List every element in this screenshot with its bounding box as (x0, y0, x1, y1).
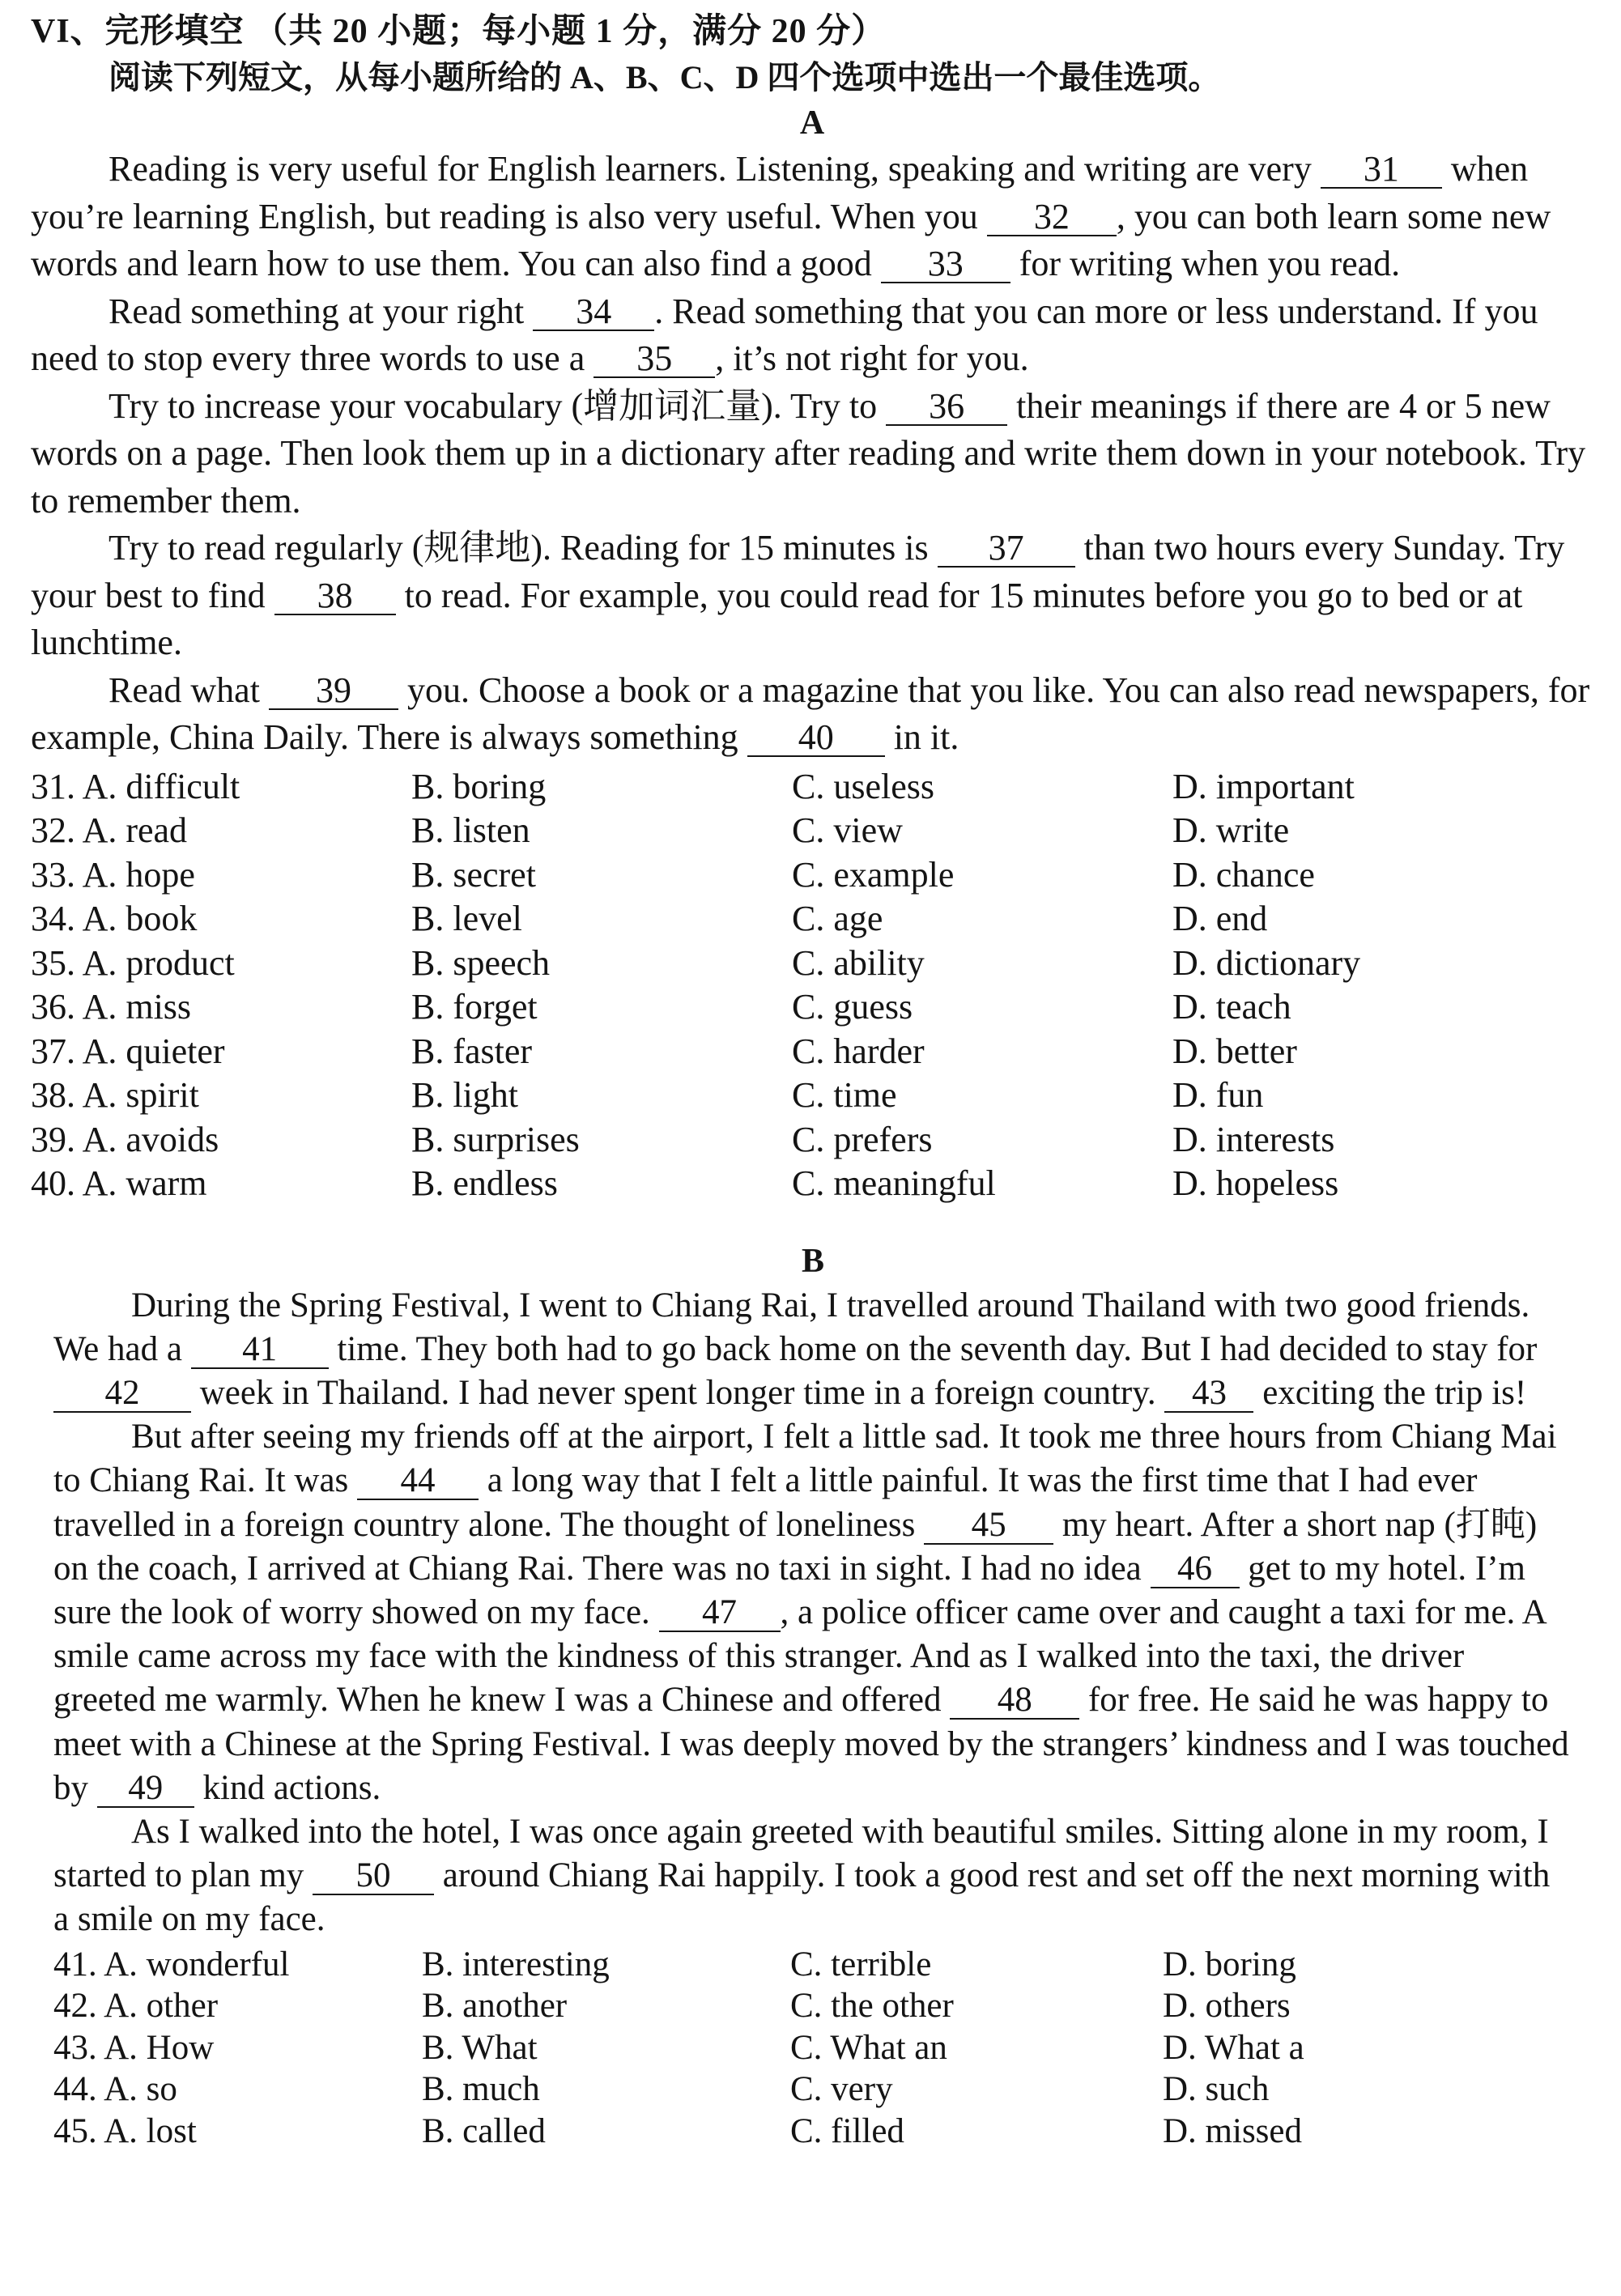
passage-text: a long way that I felt a little painful. It was the first time that I had ever travelled in a foreign country alone. The thought of loneliness (53, 1461, 1478, 1544)
blank-33: 33 (881, 246, 1010, 283)
option-a: 40. A. warm (31, 1163, 207, 1203)
passage-b (31, 1239, 1593, 2153)
option-a: 34. A. book (31, 899, 198, 938)
passage-text: Reading is very useful for English learners. Listening, speaking and writing are very (108, 149, 1321, 189)
blank-49: 49 (97, 1771, 194, 1808)
paragraph (31, 383, 1593, 525)
passage-text: around Chiang Rai happily. I took a good rest and set off the next morning with a smile on my face. (53, 1856, 1551, 1939)
option-b: B. boring (411, 766, 547, 806)
option-row (53, 1985, 1572, 2027)
paragraph (31, 146, 1593, 288)
option-b: B. light (411, 1075, 519, 1115)
passage-text: exciting the trip is! (1253, 1373, 1527, 1412)
exam-page (31, 8, 1593, 2152)
option-c: C. What an (790, 2028, 947, 2067)
option-row (31, 1074, 1593, 1118)
blank-41: 41 (191, 1332, 329, 1369)
option-c: C. harder (792, 1031, 925, 1071)
passage-text: Try to read regularly (规律地). Reading for 15 minutes is (108, 528, 938, 568)
instruction-text: 阅读下列短文，从每小题所给的 A、B、C、D 四个选项中选出一个最佳选项。 (108, 59, 1221, 96)
paragraph (31, 288, 1593, 383)
option-row (31, 985, 1593, 1030)
paragraph (31, 667, 1593, 762)
option-c: C. useless (792, 766, 934, 806)
blank-46: 46 (1151, 1551, 1240, 1588)
passage-text: Try to increase your vocabulary (增加词汇量). Try to (108, 385, 887, 426)
blank-32: 32 (987, 199, 1117, 236)
option-b: B. speech (411, 942, 551, 983)
option-c: C. view (792, 810, 903, 850)
passage-text: , a police officer came over and caught a taxi for me. A smile came across my face with the kindness of this stranger. And as I walked into the taxi, the driver greeted me warmly. When he knew I was a Chinese and offered (53, 1592, 1546, 1720)
option-d: D. fun (1172, 1075, 1264, 1115)
passage-text: for writing when you read. (1010, 244, 1401, 283)
blank-47: 47 (659, 1595, 781, 1632)
option-c: C. ability (792, 942, 925, 983)
passage-text: . Read something that you can more or less understand. If you need to stop every three words to use a (31, 291, 1538, 378)
option-d: D. hopeless (1172, 1163, 1339, 1203)
option-row (31, 1030, 1593, 1074)
blank-48: 48 (950, 1682, 1079, 1720)
option-d: D. end (1172, 899, 1268, 938)
option-b: B. interesting (422, 1945, 610, 1983)
option-c: C. terrible (790, 1945, 932, 1983)
option-row (31, 942, 1593, 986)
option-row (31, 809, 1593, 853)
blank-35: 35 (594, 341, 715, 378)
passage-text: when you’re learning English, but reading is also very useful. When you (31, 149, 1529, 236)
option-row (31, 853, 1593, 898)
option-d: D. others (1163, 1987, 1291, 2026)
option-b: B. another (422, 1987, 568, 2026)
options-a (31, 765, 1593, 1206)
option-d: D. What a (1163, 2028, 1304, 2067)
blank-42: 42 (53, 1375, 191, 1413)
option-a: 31. A. difficult (31, 766, 240, 806)
section-gap (31, 1206, 1593, 1239)
option-c: C. example (792, 854, 955, 895)
passage-text: you. Choose a book or a magazine that you like. You can also read newspapers, for example, China Daily. There is always something (31, 670, 1590, 757)
option-a: 44. A. so (53, 2070, 177, 2109)
paragraph (53, 1284, 1572, 1416)
option-a: 36. A. miss (31, 987, 192, 1027)
option-a: 42. A. other (53, 1987, 219, 2026)
passage-text: get to my hotel. I’m sure the look of worry showed on my face. (53, 1549, 1525, 1631)
passage-a (31, 100, 1593, 1206)
option-d: D. better (1172, 1031, 1297, 1071)
option-row (31, 1118, 1593, 1163)
passage-text: time. They both had to go back home on the seventh day. But I had decided to stay for (328, 1329, 1538, 1368)
option-d: D. boring (1163, 1945, 1296, 1983)
passage-text: During the Spring Festival, I went to Chiang Rai, I travelled around Thailand with two good friends. We had a (53, 1286, 1530, 1368)
option-c: C. the other (790, 1987, 954, 2026)
option-row (53, 2069, 1572, 2111)
passage-text: As I walked into the hotel, I was once again greeted with beautiful smiles. Sitting alone in my room, I started to plan my (53, 1812, 1549, 1895)
passage-text: , it’s not right for you. (715, 338, 1029, 378)
option-b: B. surprises (411, 1119, 580, 1159)
blank-37: 37 (938, 530, 1075, 568)
blank-38: 38 (274, 578, 396, 615)
option-b: B. faster (411, 1031, 533, 1071)
passage-text: But after seeing my friends off at the airport, I felt a little sad. It took me three hours from Chiang Mai to Chiang Rai. It was (53, 1418, 1557, 1500)
passage-text: to read. For example, you could read for 15 minutes before you go to bed or at lunchtime. (31, 575, 1523, 662)
blank-34: 34 (533, 294, 654, 331)
passage-label-a: A (799, 104, 825, 142)
option-a: 45. A. lost (53, 2111, 197, 2150)
option-row (31, 765, 1593, 810)
blank-44: 44 (357, 1463, 479, 1500)
paragraph (31, 525, 1593, 667)
option-d: D. dictionary (1172, 942, 1361, 983)
passage-text: their meanings if there are 4 or 5 new words on a page. Then look them up in a dictionary after reading and write them down in your notebook. Try to remember them. (31, 385, 1586, 521)
option-c: C. prefers (792, 1119, 933, 1159)
option-a: 35. A. product (31, 942, 235, 983)
option-a: 37. A. quieter (31, 1031, 225, 1071)
option-c: C. very (790, 2070, 893, 2109)
option-c: C. guess (792, 987, 913, 1027)
option-a: 39. A. avoids (31, 1119, 219, 1159)
options-b (53, 1944, 1572, 2153)
option-c: C. filled (790, 2111, 904, 2150)
option-b: B. forget (411, 987, 538, 1027)
option-row (53, 2111, 1572, 2153)
option-b: B. secret (411, 854, 536, 895)
passage-text: in it. (884, 717, 959, 757)
blank-40: 40 (747, 720, 885, 757)
blank-36: 36 (886, 389, 1007, 426)
passage-text: for free. He said he was happy to meet with a Chinese at the Spring Festival. I was deeply moved by the strangers’ kindness and I was touched by (53, 1681, 1569, 1807)
passage-text: Read what (108, 670, 269, 710)
option-d: D. such (1163, 2070, 1270, 2109)
passage-text: week in Thailand. I had never spent longer time in a foreign country. (191, 1373, 1165, 1412)
option-c: C. meaningful (792, 1163, 996, 1203)
blank-39: 39 (269, 673, 398, 710)
option-row (31, 897, 1593, 942)
option-c: C. time (792, 1075, 897, 1115)
option-b: B. much (422, 2070, 540, 2109)
option-d: D. important (1172, 766, 1355, 806)
option-b: B. What (422, 2028, 538, 2067)
section-title: VI、完形填空 （共 20 小题；每小题 1 分，满分 20 分） (31, 13, 887, 50)
blank-45: 45 (924, 1507, 1053, 1545)
option-b: B. called (422, 2111, 546, 2150)
passage-text: than two hours every Sunday. Try your best to find (31, 528, 1565, 615)
option-a: 33. A. hope (31, 854, 195, 895)
option-b: B. listen (411, 810, 530, 850)
option-d: D. teach (1172, 987, 1291, 1027)
option-d: D. missed (1163, 2111, 1302, 2150)
option-a: 41. A. wonderful (53, 1945, 290, 1983)
blank-31: 31 (1321, 151, 1442, 189)
passage-label-b: B (801, 1242, 824, 1280)
option-d: D. interests (1172, 1119, 1335, 1159)
option-a: 43. A. How (53, 2028, 215, 2067)
passage-text: , you can both learn some new words and learn how to use them. You can also find a good (31, 196, 1551, 283)
option-row (53, 2027, 1572, 2069)
paragraph (53, 1415, 1572, 1810)
blank-50: 50 (313, 1858, 434, 1895)
option-a: 38. A. spirit (31, 1075, 199, 1115)
option-row (53, 1944, 1572, 1986)
paragraph (53, 1810, 1572, 1942)
option-a: 32. A. read (31, 810, 188, 850)
option-d: D. write (1172, 810, 1290, 850)
blank-43: 43 (1164, 1375, 1253, 1413)
option-d: D. chance (1172, 854, 1315, 895)
option-row (31, 1162, 1593, 1206)
passage-text: my heart. After a short nap (打盹) on the coach, I arrived at Chiang Rai. There was no taxi in sight. I had no idea (53, 1505, 1538, 1588)
passage-text: Read something at your right (108, 291, 534, 331)
option-b: B. endless (411, 1163, 558, 1203)
passage-text: kind actions. (194, 1768, 381, 1807)
option-c: C. age (792, 899, 883, 938)
option-b: B. level (411, 899, 522, 938)
